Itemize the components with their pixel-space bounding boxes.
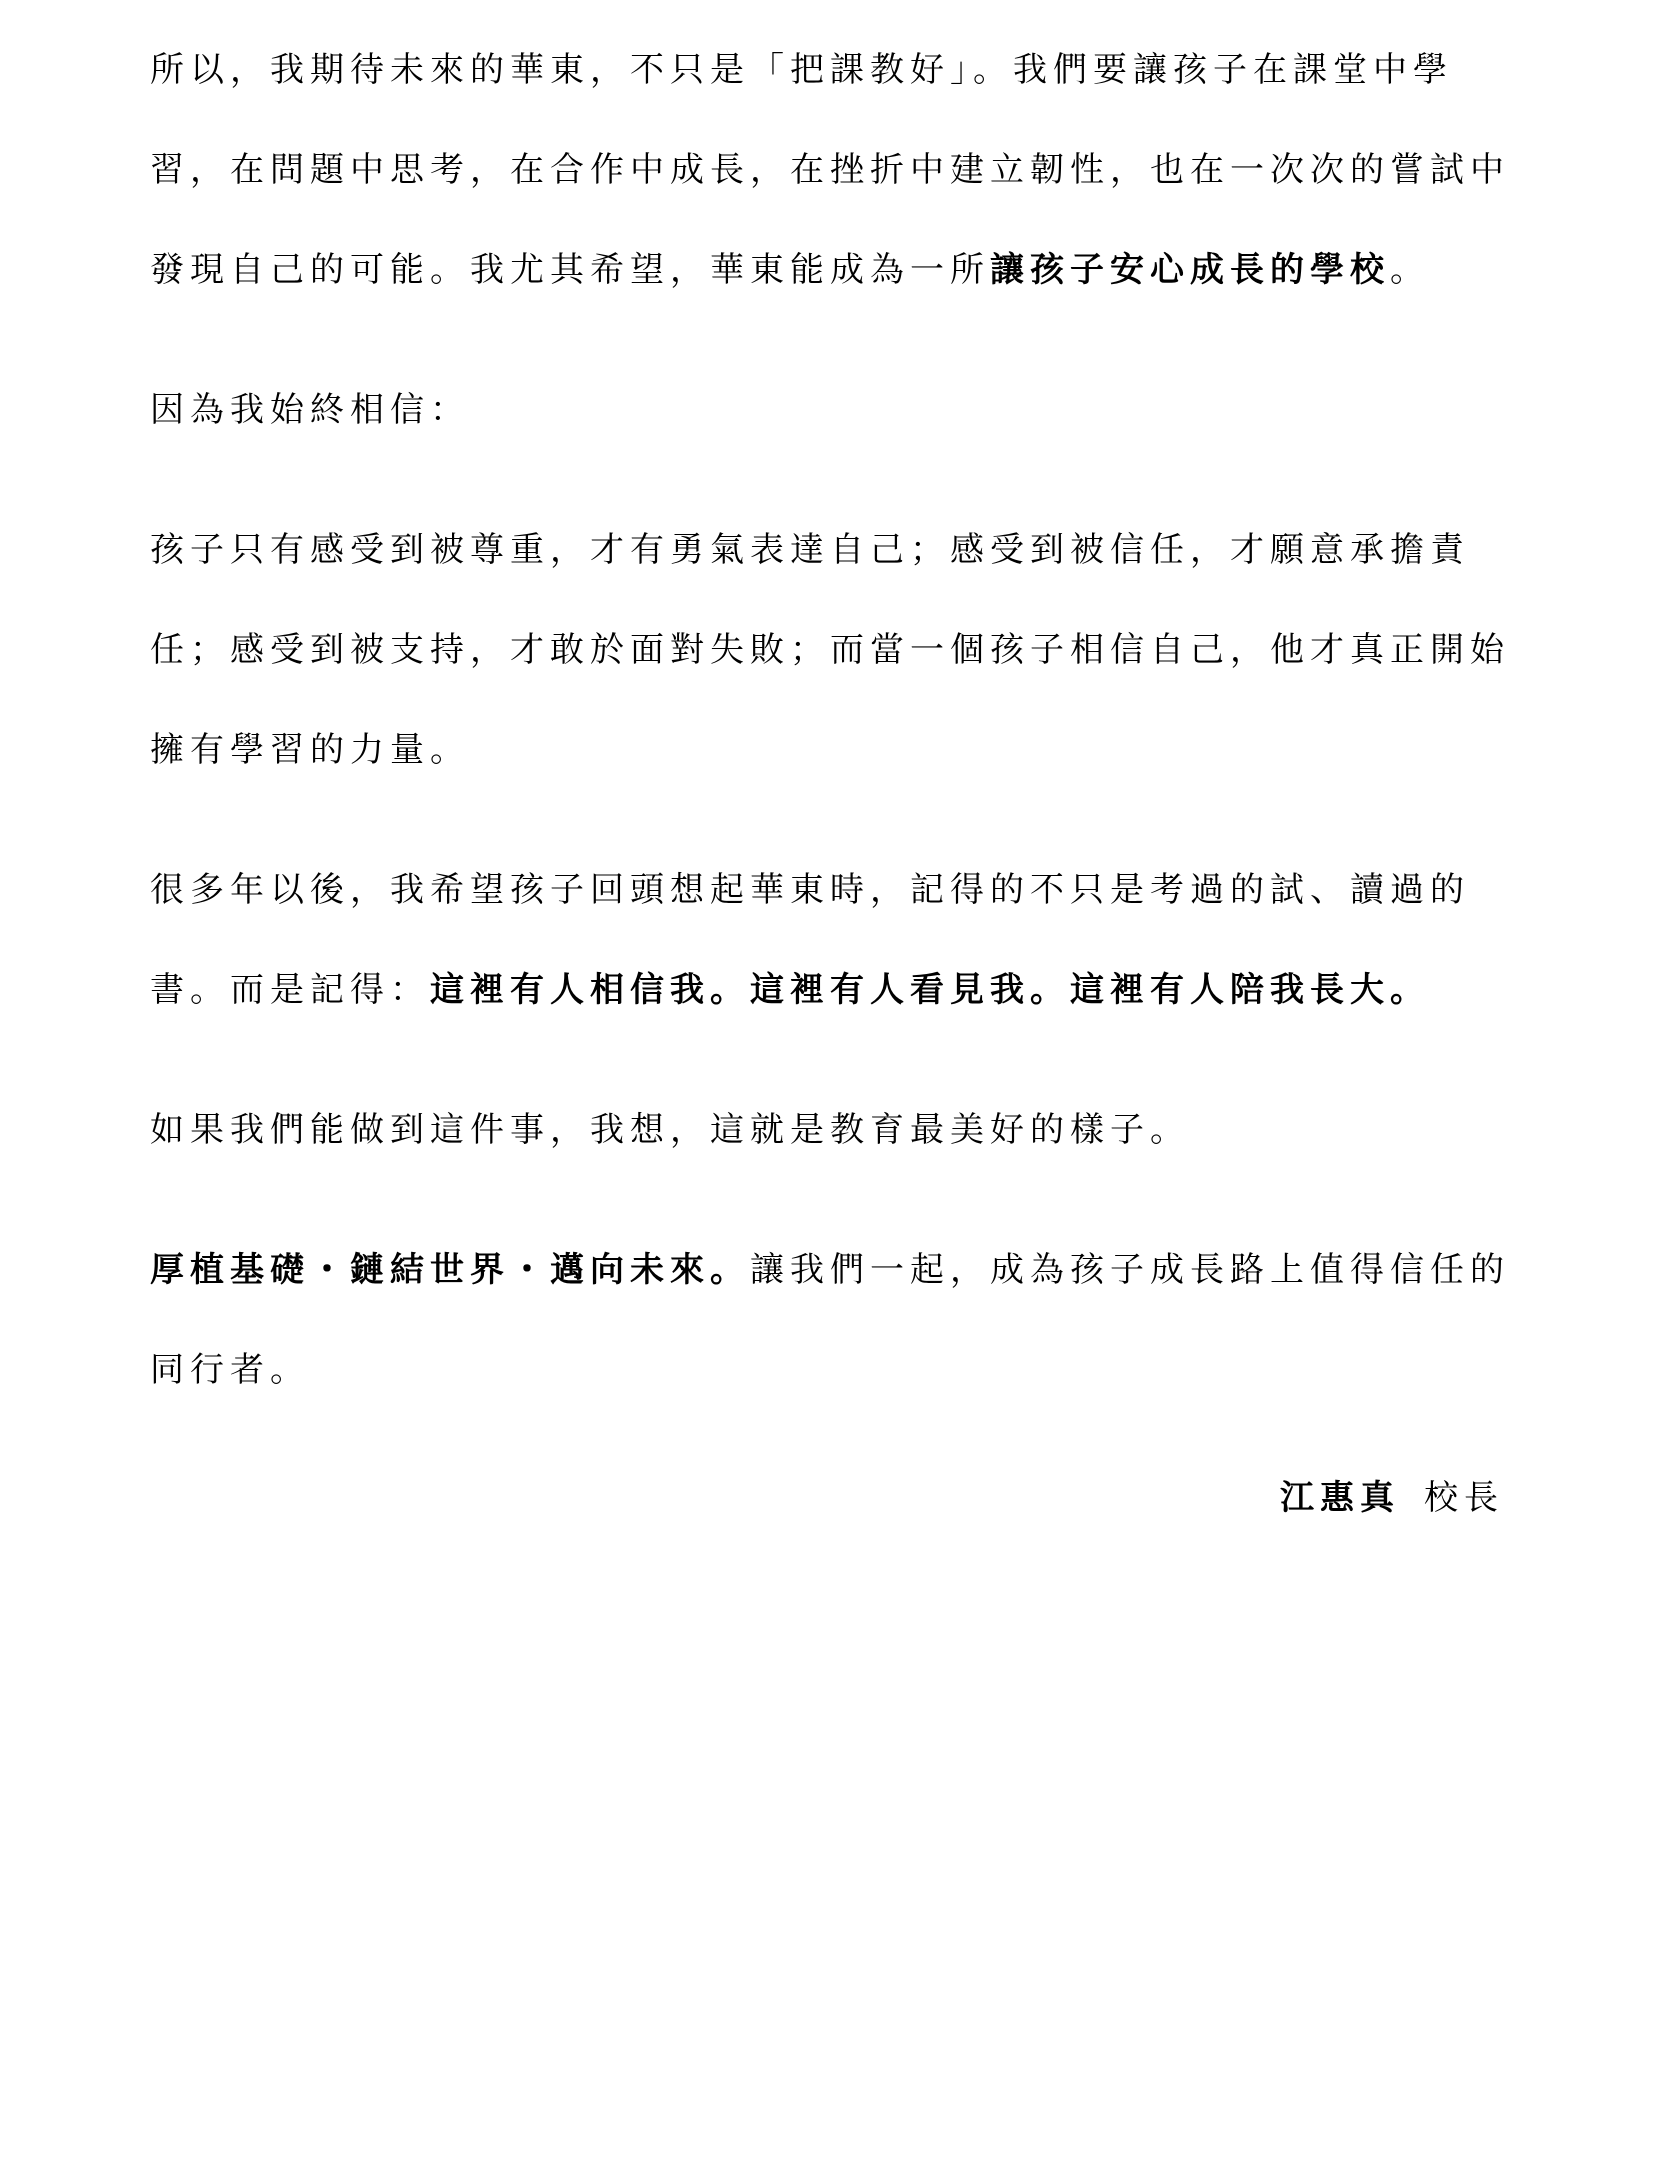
p3-line2: 任；感受到被支持，才敢於面對失敗；而當一個孩子相信自己，他才真正開始 <box>150 630 1510 670</box>
p5-line1: 如果我們能做到這件事，我想，這就是教育最美好的樣子。 <box>150 1110 1190 1150</box>
p1-line3-text: 發現自己的可能。我尤其希望，華東能成為一所 <box>150 250 990 290</box>
p3-line3: 擁有學習的力量。 <box>150 730 470 770</box>
p6-line1 <box>150 1246 1510 1294</box>
p6-line2: 同行者。 <box>150 1350 310 1390</box>
signature-name: 江惠真 <box>1280 1478 1400 1518</box>
p6-line1-text: 讓我們一起，成為孩子成長路上值得信任的 <box>750 1250 1510 1290</box>
p6-motto: 厚植基礎・鏈結世界・邁向未來。 <box>150 1250 750 1290</box>
p3-line1: 孩子只有感受到被尊重，才有勇氣表達自己；感受到被信任，才願意承擔責 <box>150 530 1470 570</box>
signature-title: 校長 <box>1424 1478 1504 1518</box>
p1-emphasis: 讓孩子安心成長的學校 <box>990 250 1390 290</box>
p4-emphasis: 這裡有人相信我。這裡有人看見我。這裡有人陪我長大。 <box>430 970 1430 1010</box>
signature <box>1280 1474 1504 1522</box>
p1-line3 <box>150 246 1490 294</box>
p4-line2-text: 書。而是記得： <box>150 970 430 1010</box>
p4-line2 <box>150 966 1490 1014</box>
p1-line2: 習，在問題中思考，在合作中成長，在挫折中建立韌性，也在一次次的嘗試中 <box>150 150 1510 190</box>
p1-line1: 所以，我期待未來的華東，不只是「把課教好」。我們要讓孩子在課堂中學 <box>150 50 1453 90</box>
p1-line3-end: 。 <box>1390 250 1430 290</box>
p2-line1: 因為我始終相信： <box>150 390 470 430</box>
p4-line1: 很多年以後，我希望孩子回頭想起華東時，記得的不只是考過的試、讀過的 <box>150 870 1470 910</box>
